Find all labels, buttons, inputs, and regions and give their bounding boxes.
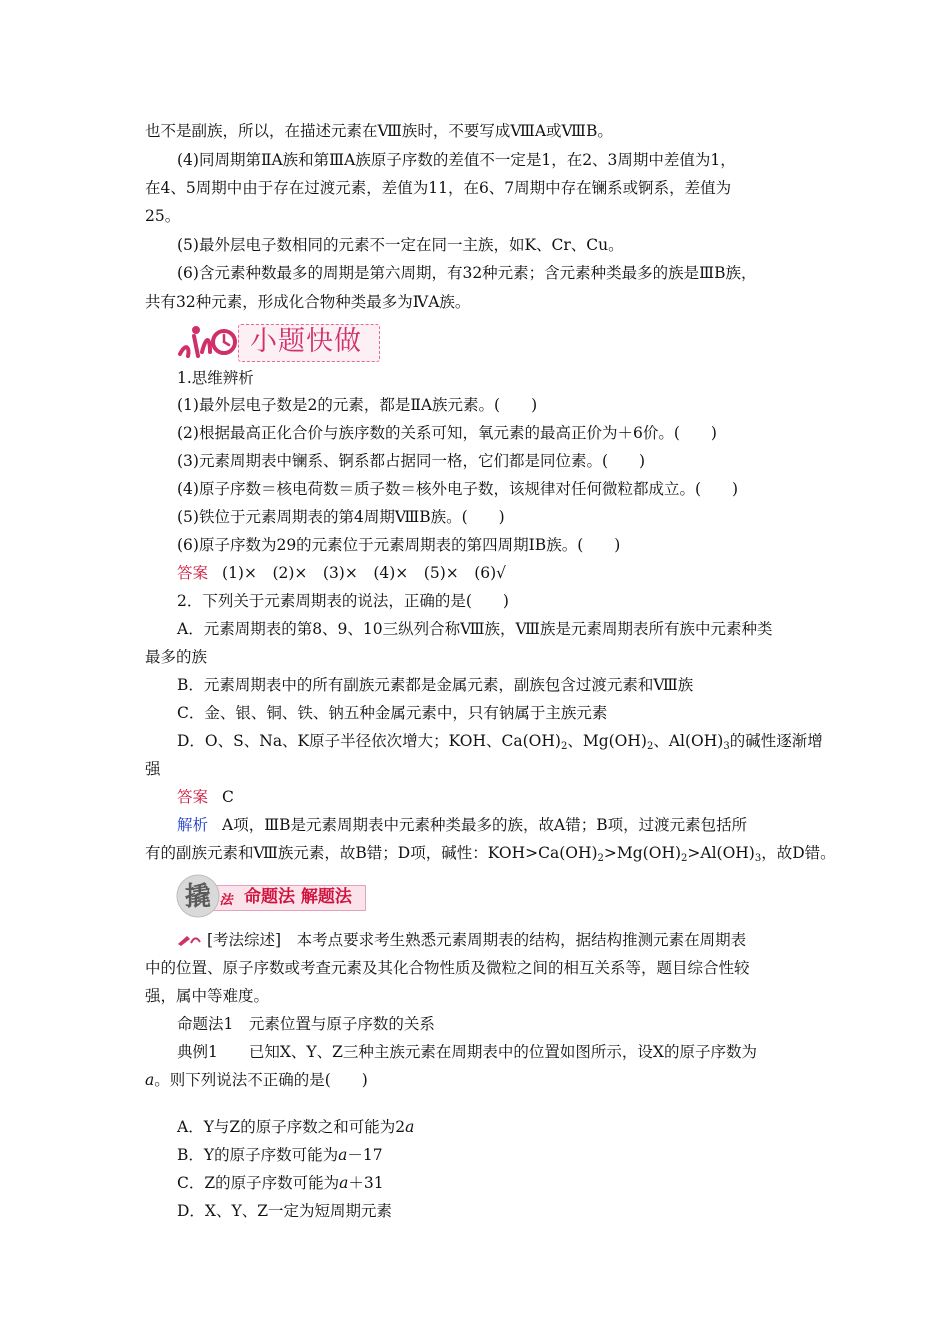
text: －17 — [347, 1146, 383, 1164]
intro-line-2: (4)同周期第ⅡA族和第ⅢA族原子序数的差值不一定是1，在2、3周期中差值为1， — [177, 151, 736, 169]
section-banner-quick-practice — [170, 320, 382, 364]
text: ，故D错。 — [761, 844, 836, 862]
q2-answer-line — [177, 787, 817, 807]
answer-label: 答案 — [177, 788, 209, 806]
q1-item-1: (1)最外层电子数是2的元素，都是ⅡA族元素。( ) — [177, 396, 538, 414]
method1-title: 命题法1 元素位置与原子序数的关系 — [177, 1015, 435, 1033]
intro-line-3: 在4、5周期中由于存在过渡元素，差值为11，在6、7周期中存在镧系或锕系，差值为 — [145, 179, 732, 197]
text: 已知X、Y、Z三种主族元素在周期表中的位置如图所示，设X的原子序数为 — [248, 1043, 757, 1061]
intro-line-4: 25。 — [145, 207, 181, 225]
example1-option-a — [177, 1117, 817, 1137]
variable: a — [339, 1174, 349, 1192]
example1-option-d — [177, 1201, 817, 1221]
example-label: 典例1 — [177, 1043, 218, 1061]
banner-title: 命题法 解题法 — [244, 887, 352, 907]
q2-option-c: C．金、银、铜、铁、钠五种金属元素中，只有钠属于主族元素 — [177, 704, 608, 722]
text: 的碱性逐渐增 — [729, 732, 823, 750]
subscript: 2 — [681, 853, 688, 864]
text: 、Mg(OH) — [567, 732, 647, 750]
variable: a — [145, 1071, 155, 1089]
intro-line-5: (5)最外层电子数相同的元素不一定在同一主族，如K、Cr、Cu。 — [177, 236, 624, 254]
q1-item-4: (4)原子序数＝核电荷数＝质子数＝核外电子数，该规律对任何微粒都成立。( ) — [177, 480, 739, 498]
q2-analysis-line-2 — [145, 843, 836, 864]
example1-option-b — [177, 1145, 817, 1165]
q2-analysis-line-1 — [177, 815, 817, 835]
text: 、Al(OH) — [653, 732, 724, 750]
text: 本考点要求考生熟悉元素周期表的结构，据结构推测元素在周期表 — [296, 931, 747, 949]
q2-option-d-line-1 — [177, 731, 823, 752]
text: 。则下列说法不正确的是( ) — [154, 1071, 368, 1089]
intro-line-7: 共有32种元素，形成化合物种类最多为ⅣA族。 — [145, 293, 471, 311]
subscript: 3 — [754, 853, 762, 864]
text: A项，ⅢB是元素周期表中元素种类最多的族，故A错；B项，过渡元素包括所 — [222, 816, 748, 834]
subscript: 2 — [646, 741, 654, 752]
text: D．O、S、Na、K原子半径依次增大；KOH、Ca(OH) — [177, 732, 561, 750]
q2-option-a-line-2: 最多的族 — [145, 648, 208, 666]
q1-answer-line — [177, 563, 817, 583]
banner-title: 小题快做 — [250, 326, 362, 357]
q1-item-5: (5)铁位于元素周期表的第4周期ⅧB族。( ) — [177, 508, 505, 526]
q1-heading: 1.思维辨析 — [177, 369, 254, 387]
overview-line-2: 中的位置、原子序数或考查元素及其化合物性质及微粒之间的相互关系等，题目综合性较 — [145, 959, 750, 977]
intro-line-1: 也不是副族，所以，在描述元素在Ⅷ族时，不要写成ⅧA或ⅧB。 — [145, 122, 613, 140]
variable: a — [405, 1118, 415, 1136]
text: 有的副族元素和Ⅷ族元素，故B错；D项，碱性：KOH>Ca(OH) — [145, 844, 598, 862]
text: D．X、Y、Z一定为短周期元素 — [177, 1202, 392, 1220]
text: A．Y与Z的原子序数之和可能为2 — [177, 1118, 406, 1136]
text: ＋31 — [348, 1174, 384, 1192]
q1-item-3: (3)元素周期表中镧系、锕系都占据同一格，它们都是同位素。( ) — [177, 452, 646, 470]
running-clock-logo-icon — [176, 322, 238, 362]
logo-sub-char: 法 — [219, 893, 233, 908]
subscript: 3 — [723, 741, 730, 752]
answer-label: 答案 — [177, 564, 209, 582]
q1-item-2: (2)根据最高正化合价与族序数的关系可知，氧元素的最高正价为＋6价。( ) — [177, 424, 717, 442]
q2-option-d-line-2: 强 — [145, 760, 161, 778]
subscript: 2 — [597, 853, 604, 864]
q2-answer: C — [222, 788, 234, 806]
q1-item-6: (6)原子序数为29的元素位于元素周期表的第四周期ⅠB族。( ) — [177, 536, 621, 554]
text: C．Z的原子序数可能为 — [177, 1174, 340, 1192]
example1-option-c — [177, 1173, 817, 1193]
text: >Mg(OH) — [603, 844, 682, 862]
section-banner-methods — [174, 873, 394, 919]
q1-answer: (1)× (2)× (3)× (4)× (5)× (6)√ — [222, 564, 507, 582]
example1-line-1 — [177, 1042, 817, 1062]
overview-label: [考法综述] — [207, 931, 282, 949]
logo-char: 撬 — [184, 882, 212, 912]
q2-option-b: B．元素周期表中的所有副族元素都是金属元素，副族包含过渡元素和Ⅷ族 — [177, 676, 694, 694]
variable: a — [338, 1146, 348, 1164]
pen-mark-icon — [177, 933, 201, 947]
subscript: 2 — [560, 741, 568, 752]
q2-option-a-line-1: A．元素周期表的第8、9、10三纵列合称Ⅷ族，Ⅷ族是元素周期表所有族中元素种类 — [177, 620, 773, 638]
overview-line-1 — [177, 930, 817, 950]
q2-stem: 2．下列关于元素周期表的说法，正确的是( ) — [177, 592, 509, 610]
text: >Al(OH) — [687, 844, 755, 862]
analysis-label: 解析 — [177, 816, 209, 834]
overview-line-3: 强，属中等难度。 — [145, 987, 270, 1005]
pry-method-logo-icon — [174, 873, 238, 919]
intro-line-6: (6)含元素种数最多的周期是第六周期，有32种元素；含元素种类最多的族是ⅢB族， — [177, 264, 757, 282]
text: B．Y的原子序数可能为 — [177, 1146, 339, 1164]
example1-line-2 — [145, 1070, 817, 1090]
